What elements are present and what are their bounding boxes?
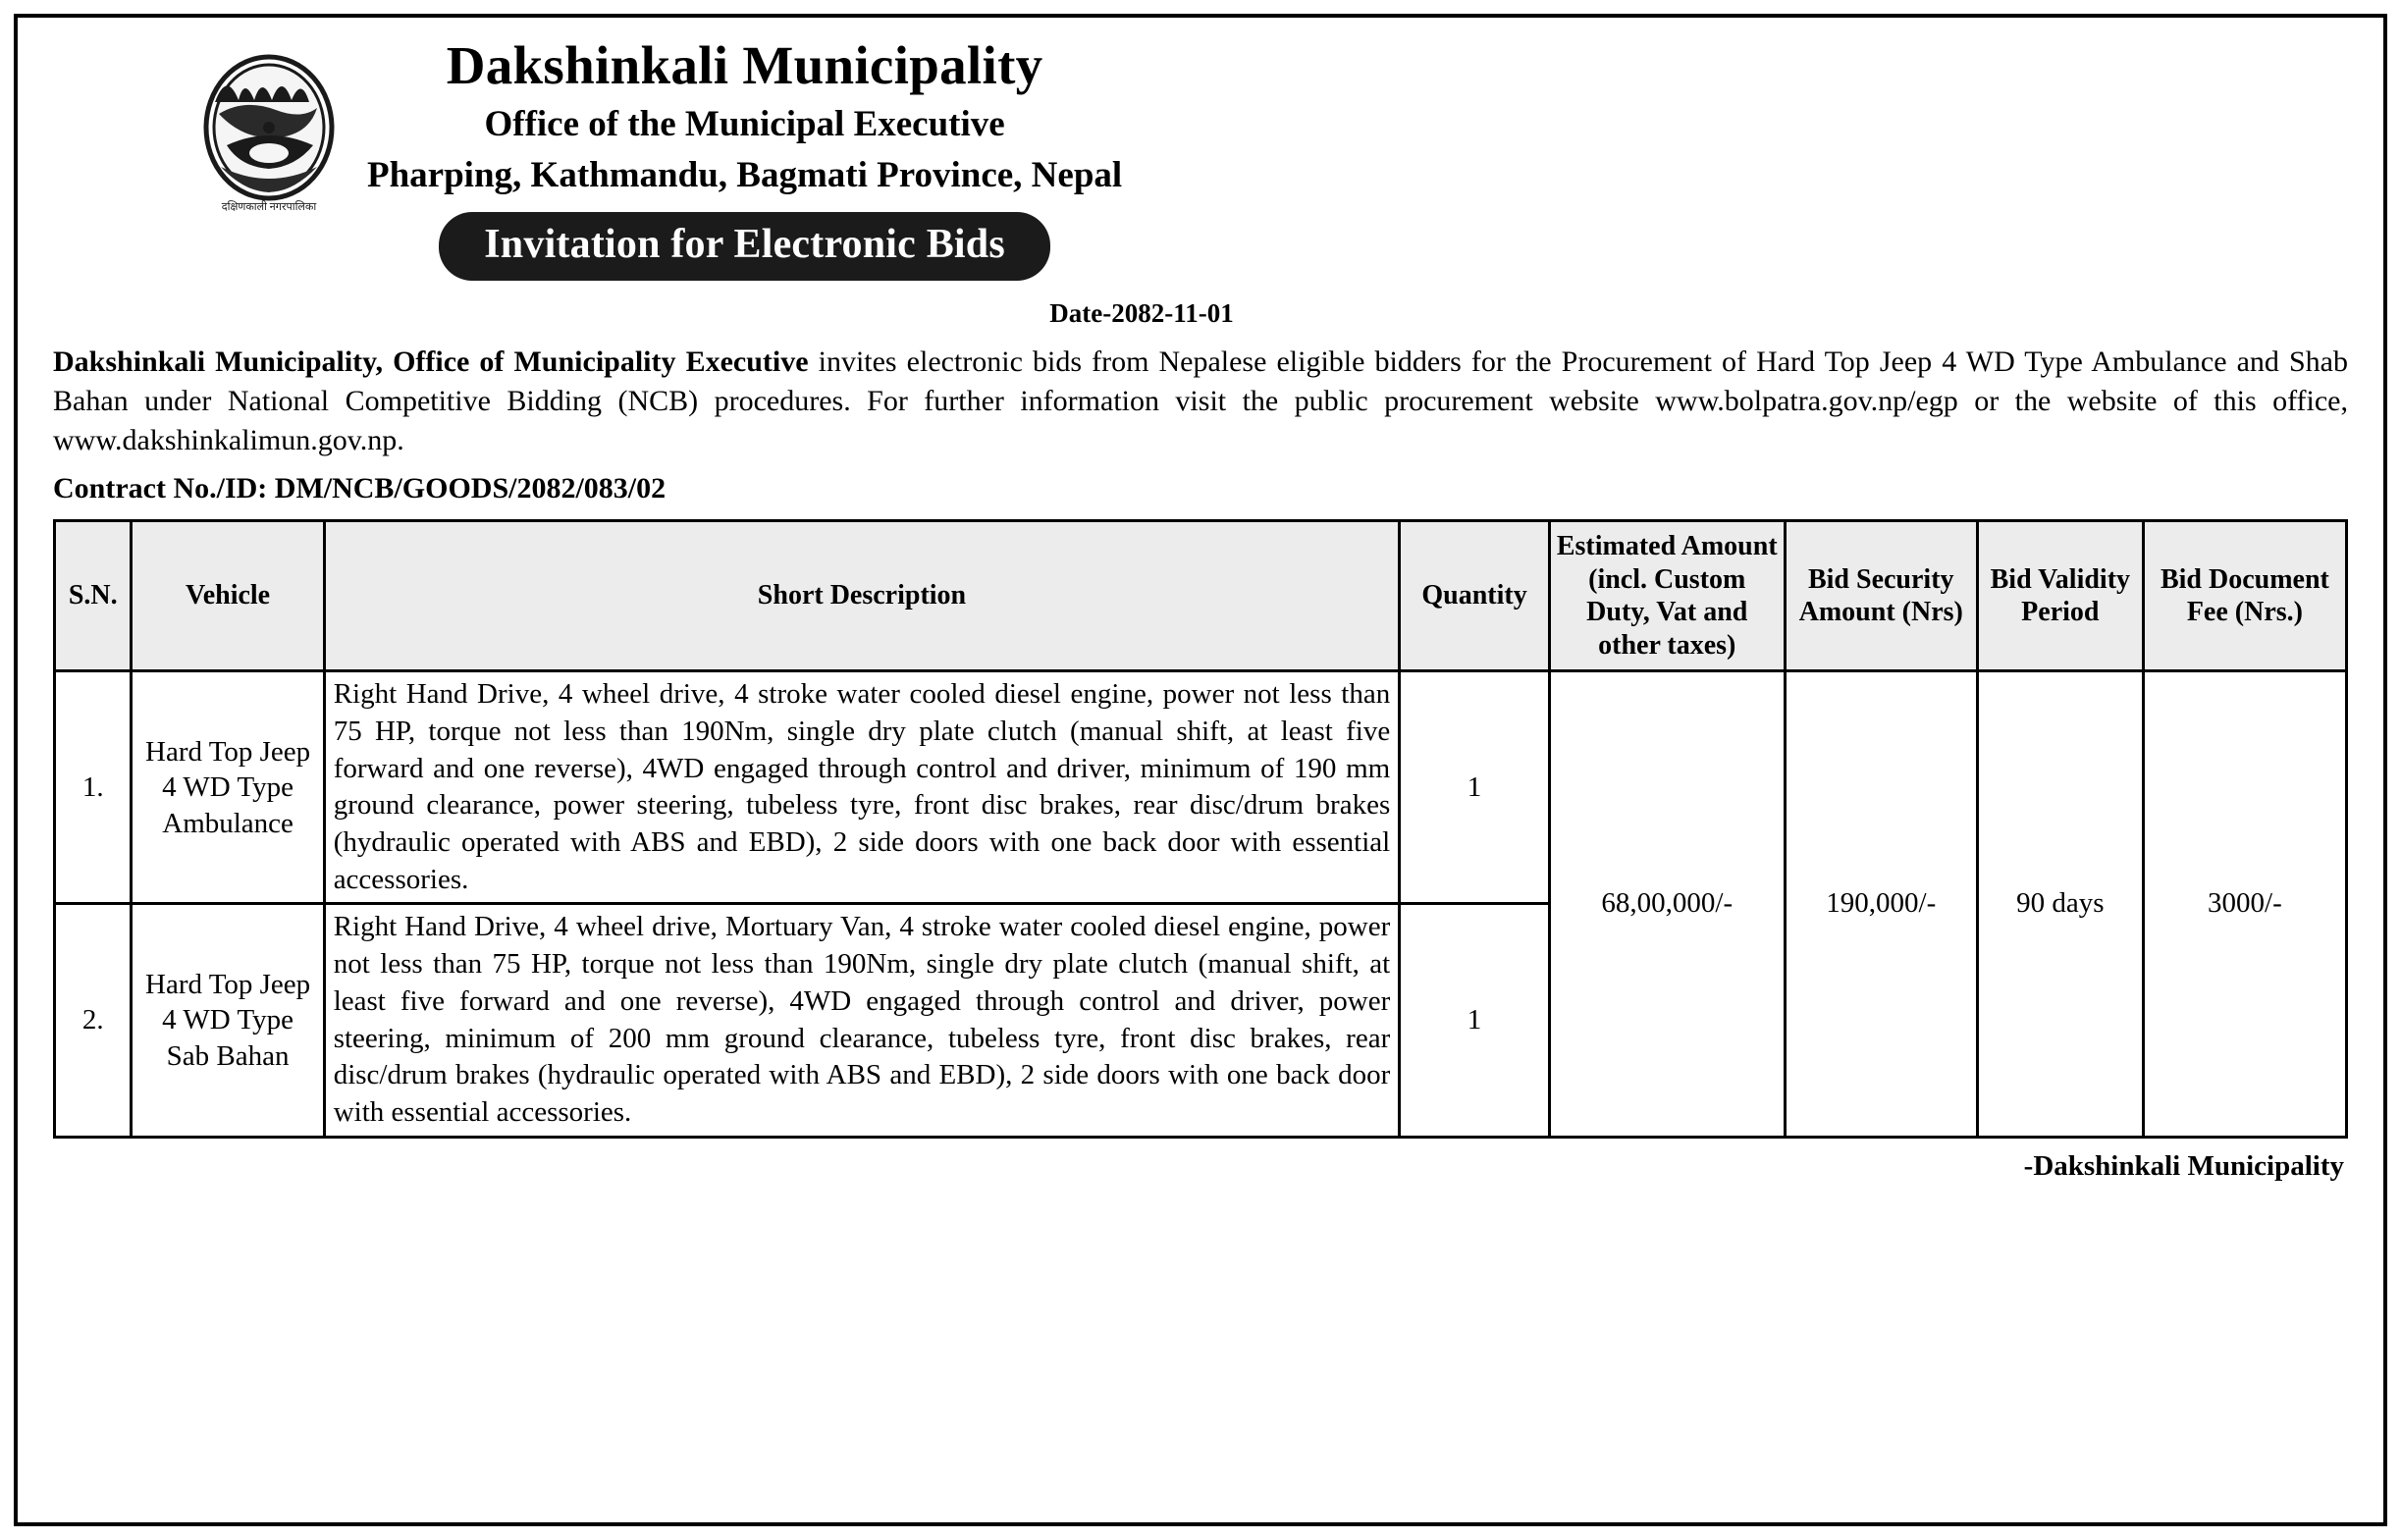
cell-sn: 1. — [55, 671, 132, 904]
signature-line: -Dakshinkali Municipality — [2023, 1149, 2344, 1182]
invitation-paragraph-rest: invites electronic bids from Nepalese eligible bidders for the Procurement of Hard Top Jeep 4 WD Type Ambulance and Shab Bahan under National Competitive Bidding (NCB) procedures. For further information visit the public procurement website www.bolpatra.gov.np/egp or the website of this office, www.dakshinkalimun.gov.np. — [53, 345, 2348, 457]
banner-wrapper — [367, 212, 1122, 281]
contract-number: Contract No./ID: DM/NCB/GOODS/2082/083/02 — [53, 471, 667, 504]
table-row — [55, 671, 2347, 904]
cell-bid-document-fee: 3000/- — [2143, 671, 2346, 1137]
cell-estimated-amount: 68,00,000/- — [1549, 671, 1785, 1137]
cell-sn: 2. — [55, 904, 132, 1137]
svg-text:दक्षिणकाली नगरपालिका: दक्षिणकाली नगरपालिका — [221, 201, 317, 213]
header-titles — [367, 35, 1269, 281]
municipality-emblem-icon — [171, 35, 367, 220]
bid-items-table — [53, 519, 2348, 1139]
column-header-sn: S.N. — [55, 520, 132, 670]
document-border-frame — [14, 14, 2387, 1526]
organization-name: Dakshinkali Municipality — [446, 35, 1043, 95]
column-header-description: Short Description — [324, 520, 1400, 670]
cell-bid-security: 190,000/- — [1785, 671, 1977, 1137]
invitation-paragraph — [53, 343, 2348, 460]
cell-description: Right Hand Drive, 4 wheel drive, 4 stroke water cooled diesel engine, power not less than 75 HP, torque not less than 190Nm, single dry plate clutch (manual shift, at least five forward and one reverse), 4WD engaged through control and driver, minimum of 190 mm ground clearance, power steering, tubeless tyre, front disc brakes, rear disc/drum brakes (hydraulic operated with ABS and EBD), 2 side doors with one back door with essential accessories. — [324, 671, 1400, 904]
address-line: Pharping, Kathmandu, Bagmati Province, Nepal — [367, 154, 1123, 195]
column-header-vehicle: Vehicle — [132, 520, 324, 670]
invitation-banner-title: Invitation for Electronic Bids — [439, 212, 1050, 281]
cell-quantity: 1 — [1400, 904, 1550, 1137]
column-header-estimated-amount: Estimated Amount (incl. Custom Duty, Vat and other taxes) — [1549, 520, 1785, 670]
document-header — [53, 35, 2348, 281]
office-line: Office of the Municipal Executive — [484, 103, 1005, 144]
column-header-bid-security: Bid Security Amount (Nrs) — [1785, 520, 1977, 670]
notice-date: Date-2082-11-01 — [1049, 298, 1234, 329]
cell-vehicle: Hard Top Jeep 4 WD Type Sab Bahan — [132, 904, 324, 1137]
cell-description: Right Hand Drive, 4 wheel drive, Mortuary Van, 4 stroke water cooled diesel engine, power not less than 75 HP, torque not less than 190Nm, single dry plate clutch (manual shift, at least five forward and one reverse), 4WD engaged through control and driver, power steering, minimum of 200 mm ground clearance, tubeless tyre, front disc brakes, rear disc/drum brakes (hydraulic operated with ABS and EBD), 2 side doors with one back door with essential accessories. — [324, 904, 1400, 1137]
table-header-row — [55, 520, 2347, 670]
cell-quantity: 1 — [1400, 671, 1550, 904]
cell-vehicle: Hard Top Jeep 4 WD Type Ambulance — [132, 671, 324, 904]
column-header-bid-document-fee: Bid Document Fee (Nrs.) — [2143, 520, 2346, 670]
invitation-paragraph-bold-lead: Dakshinkali Municipality, Office of Municipality Executive — [53, 345, 809, 379]
column-header-bid-validity: Bid Validity Period — [1977, 520, 2143, 670]
column-header-quantity: Quantity — [1400, 520, 1550, 670]
cell-bid-validity: 90 days — [1977, 671, 2143, 1137]
